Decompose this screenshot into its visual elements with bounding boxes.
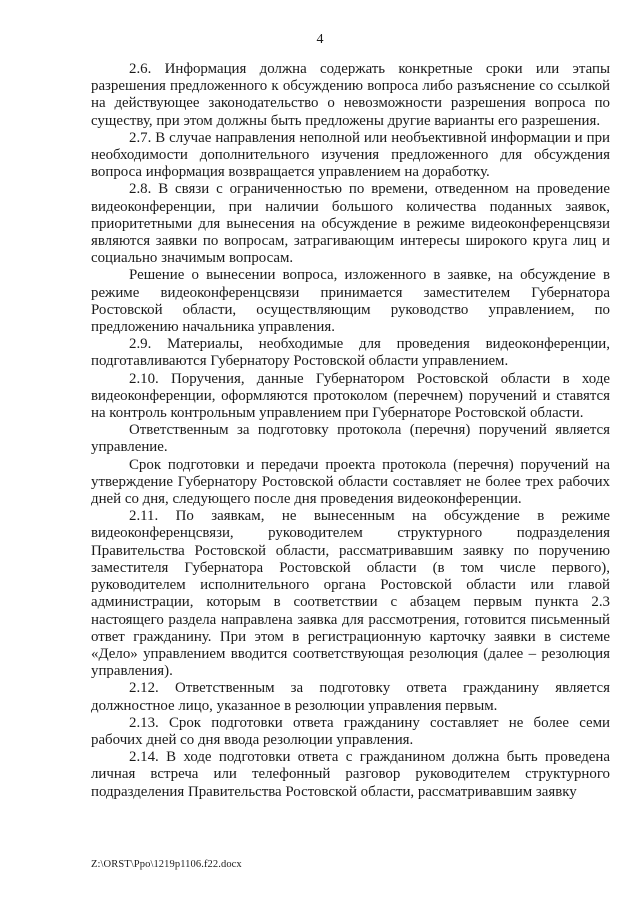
paragraph-2-10-deadline: Срок подготовки и передачи проекта протокола (перечня) поручений на утверждение Губернатору Ростовской области составляет не более трех рабочих дней со дня, следующего после дня проведения видеоконференции. (91, 456, 610, 508)
paragraph-2-8-decision: Решение о вынесении вопроса, изложенного в заявке, на обсуждение в режиме видеоконференцсвязи принимается заместителем Губернатора Ростовской области, осуществляющим руководство управлением, по предложению начальника управления. (91, 267, 610, 336)
paragraph-2-13: 2.13. Срок подготовки ответа гражданину составляет не более семи рабочих дней со дня ввода резолюции управления. (91, 714, 610, 748)
paragraph-2-7: 2.7. В случае направления неполной или необъективной информации и при необходимости дополнительного изучения предложенного для обсуждения вопроса информация возвращается управлением на доработку. (91, 129, 610, 181)
page-number: 4 (316, 32, 324, 47)
paragraph-2-10: 2.10. Поручения, данные Губернатором Ростовской области в ходе видеоконференции, оформляются протоколом (перечнем) поручений и ставятся на контроль контрольным управлением при Губернаторе Ростовской области. (91, 370, 610, 422)
paragraph-2-11: 2.11. По заявкам, не вынесенным на обсуждение в режиме видеоконференцсвязи, руководителем структурного подразделения Правительства Ростовской области, рассматривавшим заявку по поручению заместителя Губернатора Ростовской области (в том числе первого), руководителем исполнительного органа Ростовской области или главой администрации, которым в соответствии с абзацем первым пункта 2.3 настоящего раздела направлена заявка для рассмотрения, готовится письменный ответ гражданину. При этом в регистрационную карточку заявки в системе «Дело» управлением вводится соответствующая резолюция (далее – резолюция управления). (91, 508, 610, 680)
paragraph-2-12: 2.12. Ответственным за подготовку ответа гражданину является должностное лицо, указанное в резолюции управления первым. (91, 680, 610, 714)
paragraph-2-14: 2.14. В ходе подготовки ответа с гражданином должна быть проведена личная встреча или телефонный разговор руководителем структурного подразделения Правительства Ростовской области, рассматривавшим заявку (91, 749, 610, 800)
paragraph-2-10-responsible: Ответственным за подготовку протокола (перечня) поручений является управление. (91, 422, 610, 456)
file-path-footer: Z:\ORST\Ppo\1219p1106.f22.docx (91, 859, 242, 870)
paragraph-2-6: 2.6. Информация должна содержать конкретные сроки или этапы разрешения предложенного к обсуждению вопроса либо разъяснение со ссылкой на действующее законодательство о невозможности разрешения вопроса по существу, при этом должны быть предложены другие варианты его разрешения. (91, 61, 610, 129)
paragraph-2-9: 2.9. Материалы, необходимые для проведения видеоконференции, подготавливаются Губернатору Ростовской области управлением. (91, 336, 610, 370)
document-body (91, 61, 610, 801)
paragraph-2-8: 2.8. В связи с ограниченностью по времени, отведенном на проведение видеоконференции, при наличии большого количества поданных заявок, приоритетными для вынесения на обсуждение в режиме видеоконференцсвязи являются заявки по вопросам, затрагивающим интересы широкого круга лиц и социально значимым вопросам. (91, 181, 610, 267)
